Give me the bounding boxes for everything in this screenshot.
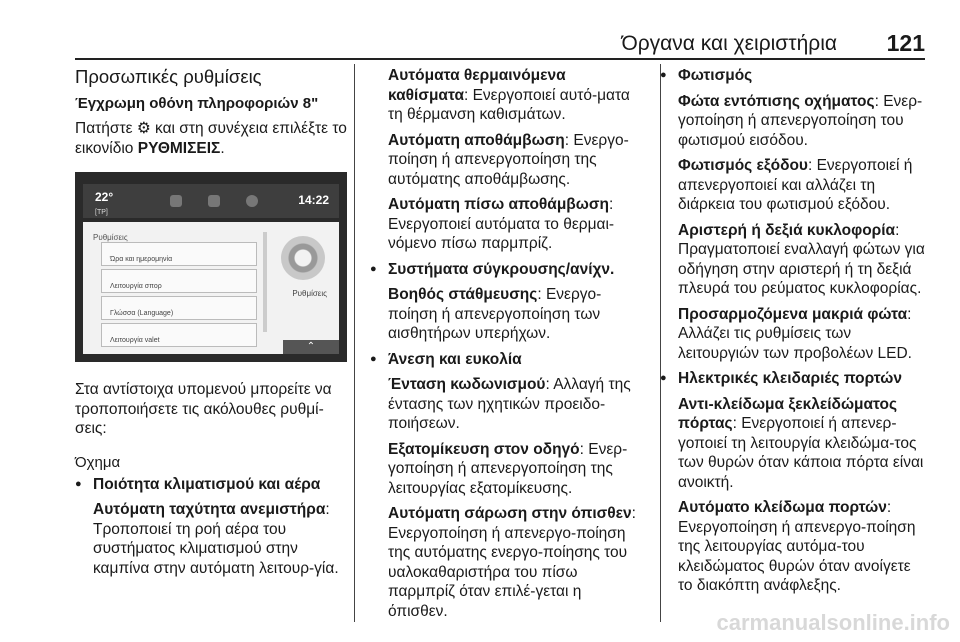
screen-clock: 14:22 — [298, 193, 329, 207]
column-3 — [678, 66, 928, 602]
column-divider-2 — [660, 64, 661, 622]
screen-list-item: Ώρα και ημερομηνία — [101, 242, 257, 266]
screen-panel-label: Ρυθμίσεις — [93, 233, 128, 242]
bullet-item — [370, 260, 638, 280]
page-title: Όργανα και χειριστήρια — [621, 32, 837, 55]
screen-status-bar — [83, 184, 339, 218]
column-2 — [388, 66, 638, 627]
bullet-label: Ποιότητα κλιματισμού και αέρα — [93, 475, 321, 493]
setting-text: : Πραγματοποιεί εναλλαγή φώτων για οδήγηση στην αριστερή ή τη δεξιά πλευρά του ρεύματος κυκλοφορίας. — [678, 221, 925, 297]
column-1 — [75, 66, 347, 584]
setting-description — [678, 395, 928, 493]
screen-scrollbar — [263, 232, 267, 332]
setting-title: Εξατομίκευση στον οδηγό — [388, 440, 580, 458]
setting-description — [388, 66, 638, 125]
setting-text: : Ενεργοποιεί αυτόματα το θερμαι-νόμενο πίσω παρμπρίζ. — [388, 196, 615, 252]
screen-tp-indicator: [TP] — [95, 209, 108, 216]
setting-description — [678, 156, 928, 215]
setting-title: Αυτόματο κλείδωμα πορτών — [678, 499, 887, 516]
setting-text: : Τροποποιεί τη ροή αέρα του συστήματος κλιματισμού στην καμπίνα στην αυτόματη λειτουρ-γία. — [93, 501, 339, 577]
setting-title: Βοηθός στάθμευσης — [388, 286, 538, 303]
vehicle-heading: Όχημα — [75, 453, 121, 471]
screen-settings-panel — [83, 222, 339, 354]
setting-description — [388, 131, 638, 190]
setting-text: : Ενεργοποίηση ή απενεργο-ποίηση της αυτόματης ενεργο-ποίησης του υαλοκαθαριστήρα του πίσω παρμπρίζ όταν επιλέ-γεται η όπισθεν. — [388, 505, 636, 620]
bullet-item — [75, 475, 347, 495]
intro-paragraph — [75, 119, 347, 158]
settings-keyword: ΡΥΘΜΙΣΕΙΣ — [137, 139, 221, 157]
gear-icon — [281, 236, 325, 280]
setting-text: : Ενεργοποίηση ή απενεργο-ποίηση της λειτουργίας αυτόμα-του κλειδώματος θυρών όταν ανοίγετε το διακόπτη ανάφλεξης. — [678, 499, 916, 594]
setting-text: : Ενεργοποιεί ή απενερ-γοποιεί τη λειτουργία κλειδώμα-τος των θυρών όταν κάποια πόρτα είναι ανοικτή. — [678, 415, 924, 491]
home-icon: ⚙ — [136, 120, 151, 137]
intro-text-start: Πατήστε — [75, 120, 133, 137]
bullet-item — [660, 369, 928, 389]
setting-description — [388, 504, 638, 621]
setting-title: Αυτόματη ταχύτητα ανεμιστήρα — [93, 501, 326, 518]
setting-text: : Ενερ-γοποίηση ή απενεργοποίηση της λειτουργίας εξατομίκευσης. — [388, 440, 628, 497]
section-heading: Προσωπικές ρυθμίσεις — [75, 66, 262, 87]
setting-description — [678, 498, 928, 596]
setting-text: : Ενεργο-ποίηση ή απενεργοποίηση της αυτόματης αποθάμβωσης. — [388, 131, 629, 188]
setting-description — [388, 285, 638, 344]
setting-title: Αυτόματη πίσω αποθάμβωση — [388, 196, 609, 213]
setting-title: Φωτισμός εξόδου — [678, 157, 808, 174]
setting-description — [388, 440, 638, 499]
info-icon — [239, 184, 265, 218]
setting-text: : Αλλαγή της έντασης των ηχητικών προειδο-ποιήσεων. — [388, 376, 631, 432]
chevron-up-icon: ⌃ — [283, 340, 339, 354]
setting-description — [678, 92, 928, 151]
screen-list-item: Γλώσσα (Language) — [101, 296, 257, 320]
subsection-heading: Έγχρωμη οθόνη πληροφοριών 8" — [75, 95, 319, 112]
bullet-label: Άνεση και ευκολία — [388, 350, 522, 368]
setting-text: : Ενεργοποιεί ή απενεργοποιεί και αλλάζει τη διάρκεια του φωτισμού εξόδου. — [678, 157, 913, 213]
setting-description — [678, 305, 928, 364]
bullet-label: Ηλεκτρικές κλειδαριές πορτών — [678, 370, 903, 387]
setting-title: Αυτόματη αποθάμβωση — [388, 131, 565, 149]
bullet-label: Φωτισμός — [678, 67, 753, 84]
screen-list-item: Λειτουργία σπορ — [101, 269, 257, 293]
setting-text: : Αλλάζει τις ρυθμίσεις των λειτουργιών των προβολέων LED. — [678, 305, 912, 362]
setting-description — [388, 195, 638, 254]
setting-title: Αριστερή ή δεξιά κυκλοφορία — [678, 221, 896, 239]
setting-text: : Ενερ-γοποίηση ή απενεργοποίηση του φωτισμού εισόδου. — [678, 92, 923, 149]
screen-temperature: 22° — [95, 190, 114, 204]
bullet-item — [370, 350, 638, 370]
header-rule — [75, 58, 925, 60]
bullet-item — [660, 66, 928, 86]
setting-description — [388, 375, 638, 434]
settings-screen-image — [75, 172, 347, 362]
page-header — [75, 26, 925, 60]
intro-text-end: . — [220, 139, 225, 157]
screen-list-item: Λειτουργία valet — [101, 323, 257, 347]
screen-gear-label: Ρυθμίσεις — [292, 289, 327, 298]
after-image-text: Στα αντίστοιχα υπομενού μπορείτε να τροποποιήσετε τις ακόλουθες ρυθμί-σεις: — [75, 381, 332, 437]
setting-title: Ένταση κωδωνισμού — [388, 376, 546, 393]
setting-title: Αυτόματα θερμαινόμενα καθίσματα — [388, 67, 566, 104]
setting-title: Φώτα εντόπισης οχήματος — [678, 92, 875, 110]
phone-icon — [201, 184, 227, 218]
setting-text: : Ενεργο-ποίηση ή απενεργοποίηση των αισθητήρων υπερήχων. — [388, 286, 602, 342]
setting-title: Αντι-κλείδωμα ξεκλείδώματος πόρτας — [678, 395, 898, 432]
setting-title: Αυτόματη σάρωση στην όπισθεν — [388, 505, 632, 522]
setting-text: : Ενεργοποιεί αυτό-ματα τη θέρμανση καθισμάτων. — [388, 86, 630, 123]
setting-description — [678, 221, 928, 299]
music-icon — [163, 184, 189, 218]
column-divider-1 — [354, 64, 355, 622]
watermark: carmanualsonline.info — [716, 610, 950, 635]
page-number: 121 — [886, 30, 925, 56]
bullet-label: Συστήματα σύγκρουσης/ανίχν. — [388, 260, 615, 278]
setting-title: Προσαρμοζόμενα μακριά φώτα — [678, 305, 908, 323]
intro-text-mid: και στη συνέχεια επιλέξτε το εικονίδιο — [75, 120, 347, 157]
setting-description — [75, 500, 347, 578]
